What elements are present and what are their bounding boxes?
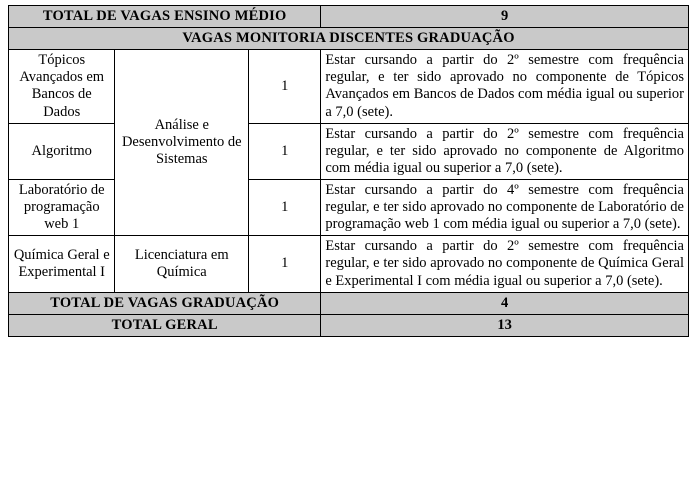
vacancy-quantity: 1 — [249, 236, 321, 292]
vacancy-quantity: 1 — [249, 179, 321, 235]
course-name: Licenciatura em Química — [115, 236, 249, 292]
table-row-total-geral — [9, 314, 689, 336]
table-row — [9, 179, 689, 235]
section-title-graduacao: VAGAS MONITORIA DISCENTES GRADUAÇÃO — [9, 28, 689, 50]
component-name: Laboratório de programação web 1 — [9, 179, 115, 235]
table-row-total-ensino-medio — [9, 6, 689, 28]
requirement-text: Estar cursando a partir do 2º semestre com frequência regular, e ter sido aprovado no componente de Algoritmo com média igual ou superior a 7,0 (sete). — [321, 123, 689, 179]
total-graduacao-label: TOTAL DE VAGAS GRADUAÇÃO — [9, 292, 321, 314]
table-row — [9, 236, 689, 292]
total-graduacao-value: 4 — [321, 292, 689, 314]
table-row-total-graduacao — [9, 292, 689, 314]
total-ensino-medio-label: TOTAL DE VAGAS ENSINO MÉDIO — [9, 6, 321, 28]
requirement-text: Estar cursando a partir do 2º semestre com frequência regular, e ter sido aprovado no componente de Química Geral e Experimental I com média igual ou superior a 7,0 (sete). — [321, 236, 689, 292]
table-row-section-title — [9, 28, 689, 50]
table-row — [9, 50, 689, 123]
table-row — [9, 123, 689, 179]
component-name: Tópicos Avançados em Bancos de Dados — [9, 50, 115, 123]
vacancy-quantity: 1 — [249, 50, 321, 123]
total-geral-label: TOTAL GERAL — [9, 314, 321, 336]
component-name: Algoritmo — [9, 123, 115, 179]
requirement-text: Estar cursando a partir do 2º semestre com frequência regular, e ter sido aprovado no componente de Tópicos Avançados em Bancos de Dados com média igual ou superior a 7,0 (sete). — [321, 50, 689, 123]
component-name: Química Geral e Experimental I — [9, 236, 115, 292]
requirement-text: Estar cursando a partir do 4º semestre com frequência regular, e ter sido aprovado no componente de Laboratório de programação web 1 com média igual ou superior a 7,0 (sete). — [321, 179, 689, 235]
vacancy-quantity: 1 — [249, 123, 321, 179]
vacancies-table — [8, 5, 689, 337]
course-name: Análise e Desenvolvimento de Sistemas — [115, 50, 249, 236]
total-geral-value: 13 — [321, 314, 689, 336]
total-ensino-medio-value: 9 — [321, 6, 689, 28]
